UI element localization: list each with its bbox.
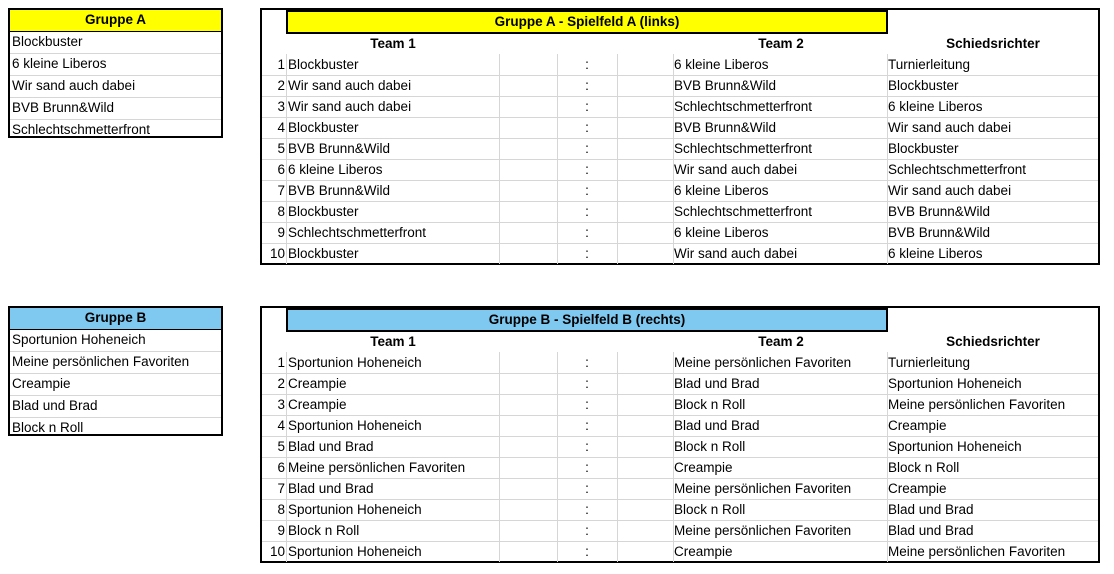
group-a-list: [8, 8, 223, 138]
score-separator[interactable]: :: [585, 225, 589, 240]
score1-cell[interactable]: [500, 117, 556, 138]
score1-cell[interactable]: [500, 159, 556, 180]
referee-cell[interactable]: 6 kleine Liberos: [888, 99, 983, 114]
match-number[interactable]: 4: [277, 120, 285, 135]
score-separator[interactable]: :: [585, 57, 589, 72]
match-number[interactable]: 7: [277, 481, 285, 496]
schedule-b: [260, 306, 1100, 563]
referee-cell[interactable]: Blad und Brad: [888, 502, 974, 517]
score2-cell[interactable]: [618, 415, 672, 436]
team1-cell[interactable]: Sportunion Hoheneich: [288, 355, 422, 370]
team2-cell[interactable]: Wir sand auch dabei: [674, 246, 798, 261]
header-team1[interactable]: Team 1: [370, 36, 416, 51]
match-row: [262, 180, 1098, 202]
team2-cell[interactable]: Meine persönlichen Favoriten: [674, 481, 852, 496]
team2-cell[interactable]: Meine persönlichen Favoriten: [674, 523, 852, 538]
score2-cell[interactable]: [618, 394, 672, 415]
team1-cell[interactable]: Sportunion Hoheneich: [288, 418, 422, 433]
group-a-team[interactable]: BVB Brunn&Wild: [10, 98, 221, 120]
team2-cell[interactable]: Block n Roll: [674, 439, 746, 454]
team1-cell[interactable]: BVB Brunn&Wild: [288, 141, 391, 156]
schedule-b-title[interactable]: Gruppe B - Spielfeld B (rechts): [286, 308, 888, 332]
team1-cell[interactable]: Sportunion Hoheneich: [288, 544, 422, 559]
team1-cell[interactable]: BVB Brunn&Wild: [288, 183, 391, 198]
team1-cell[interactable]: Sportunion Hoheneich: [288, 502, 422, 517]
group-b-team[interactable]: Blad und Brad: [10, 396, 221, 418]
match-row: [262, 436, 1098, 458]
score2-cell[interactable]: [618, 541, 672, 562]
match-row: [262, 201, 1098, 223]
score2-cell[interactable]: [618, 243, 672, 264]
match-row: [262, 96, 1098, 118]
match-row: [262, 373, 1098, 395]
team2-cell[interactable]: Wir sand auch dabei: [674, 162, 798, 177]
score2-cell[interactable]: [618, 222, 672, 243]
team1-cell[interactable]: Wir sand auch dabei: [288, 78, 412, 93]
referee-cell[interactable]: Turnierleitung: [888, 57, 971, 72]
group-b-list: [8, 306, 223, 436]
match-number[interactable]: 8: [277, 502, 285, 517]
match-row: [262, 117, 1098, 139]
team1-cell[interactable]: Blockbuster: [288, 120, 359, 135]
score1-cell[interactable]: [500, 96, 556, 117]
referee-cell[interactable]: 6 kleine Liberos: [888, 246, 983, 261]
team2-cell[interactable]: 6 kleine Liberos: [674, 57, 769, 72]
match-row: [262, 138, 1098, 160]
score-separator[interactable]: :: [585, 397, 589, 412]
match-number[interactable]: 5: [277, 439, 285, 454]
group-a-team[interactable]: Wir sand auch dabei: [10, 76, 221, 98]
match-row: [262, 159, 1098, 181]
match-row: [262, 352, 1098, 374]
header-referee[interactable]: Schiedsrichter: [946, 334, 1040, 349]
match-number[interactable]: 9: [277, 523, 285, 538]
score-separator[interactable]: :: [585, 439, 589, 454]
group-a-team[interactable]: 6 kleine Liberos: [10, 54, 221, 76]
score2-cell[interactable]: [618, 352, 672, 373]
match-number[interactable]: 4: [277, 418, 285, 433]
match-row: [262, 478, 1098, 500]
team1-cell[interactable]: Block n Roll: [288, 523, 360, 538]
referee-cell[interactable]: Turnierleitung: [888, 355, 971, 370]
group-a-team[interactable]: Blockbuster: [10, 32, 221, 54]
match-rows: [262, 352, 1098, 562]
referee-cell[interactable]: Blockbuster: [888, 141, 959, 156]
team2-cell[interactable]: Schlechtschmetterfront: [674, 141, 813, 156]
score-separator[interactable]: :: [585, 99, 589, 114]
score2-cell[interactable]: [618, 159, 672, 180]
team1-cell[interactable]: Blockbuster: [288, 57, 359, 72]
match-row: [262, 243, 1098, 264]
score1-cell[interactable]: [500, 373, 556, 394]
score1-cell[interactable]: [500, 222, 556, 243]
score1-cell[interactable]: [500, 75, 556, 96]
match-row: [262, 457, 1098, 479]
team1-cell[interactable]: 6 kleine Liberos: [288, 162, 383, 177]
group-b-team[interactable]: Sportunion Hoheneich: [10, 330, 221, 352]
team2-cell[interactable]: Creampie: [674, 460, 733, 475]
score1-cell[interactable]: [500, 520, 556, 541]
team1-cell[interactable]: Blad und Brad: [288, 439, 374, 454]
match-row: [262, 499, 1098, 521]
referee-cell[interactable]: Meine persönlichen Favoriten: [888, 544, 1066, 559]
match-number[interactable]: 10: [269, 544, 285, 559]
team2-cell[interactable]: 6 kleine Liberos: [674, 183, 769, 198]
score-separator[interactable]: :: [585, 204, 589, 219]
match-row: [262, 54, 1098, 76]
score1-cell[interactable]: [500, 180, 556, 201]
team2-cell[interactable]: Meine persönlichen Favoriten: [674, 355, 852, 370]
group-a-title[interactable]: Gruppe A: [10, 10, 221, 32]
score-separator[interactable]: :: [585, 376, 589, 391]
match-row: [262, 222, 1098, 244]
group-a-team[interactable]: Schlechtschmetterfront: [12, 122, 151, 137]
match-rows: [262, 54, 1098, 264]
score1-cell[interactable]: [500, 394, 556, 415]
match-number[interactable]: 1: [277, 57, 285, 72]
match-number[interactable]: 8: [277, 204, 285, 219]
score1-cell[interactable]: [500, 243, 556, 264]
score1-cell[interactable]: [500, 138, 556, 159]
match-row: [262, 75, 1098, 97]
score-separator[interactable]: :: [585, 120, 589, 135]
match-row: [262, 541, 1098, 562]
team2-cell[interactable]: Creampie: [674, 544, 733, 559]
score1-cell[interactable]: [500, 352, 556, 373]
score2-cell[interactable]: [618, 478, 672, 499]
match-number[interactable]: 9: [277, 225, 285, 240]
score1-cell[interactable]: [500, 541, 556, 562]
score-separator[interactable]: :: [585, 502, 589, 517]
team2-cell[interactable]: BVB Brunn&Wild: [674, 78, 777, 93]
score2-cell[interactable]: [618, 373, 672, 394]
match-row: [262, 520, 1098, 542]
group-b-title[interactable]: Gruppe B: [10, 308, 221, 330]
referee-cell[interactable]: BVB Brunn&Wild: [888, 204, 991, 219]
score-separator[interactable]: :: [585, 418, 589, 433]
score-separator[interactable]: :: [585, 544, 589, 559]
group-b-team[interactable]: Meine persönlichen Favoriten: [10, 352, 221, 374]
match-number[interactable]: 2: [277, 78, 285, 93]
team1-cell[interactable]: Blad und Brad: [288, 481, 374, 496]
score2-cell[interactable]: [618, 138, 672, 159]
referee-cell[interactable]: Block n Roll: [888, 460, 960, 475]
referee-cell[interactable]: Sportunion Hoheneich: [888, 439, 1022, 454]
score-separator[interactable]: :: [585, 78, 589, 93]
team1-cell[interactable]: Blockbuster: [288, 246, 359, 261]
score2-cell[interactable]: [618, 75, 672, 96]
score2-cell[interactable]: [618, 117, 672, 138]
match-number[interactable]: 3: [277, 397, 285, 412]
match-number[interactable]: 1: [277, 355, 285, 370]
score1-cell[interactable]: [500, 54, 556, 75]
team1-cell[interactable]: Creampie: [288, 376, 347, 391]
referee-cell[interactable]: Wir sand auch dabei: [888, 183, 1012, 198]
match-row: [262, 394, 1098, 416]
schedule-a-title[interactable]: Gruppe A - Spielfeld A (links): [286, 10, 888, 34]
referee-cell[interactable]: Sportunion Hoheneich: [888, 376, 1022, 391]
team2-cell[interactable]: Block n Roll: [674, 502, 746, 517]
team1-cell[interactable]: Meine persönlichen Favoriten: [288, 460, 466, 475]
score2-cell[interactable]: [618, 436, 672, 457]
score-separator[interactable]: :: [585, 481, 589, 496]
team2-cell[interactable]: Schlechtschmetterfront: [674, 99, 813, 114]
referee-cell[interactable]: Wir sand auch dabei: [888, 120, 1012, 135]
score2-cell[interactable]: [618, 457, 672, 478]
score2-cell[interactable]: [618, 201, 672, 222]
score2-cell[interactable]: [618, 499, 672, 520]
team2-cell[interactable]: Blad und Brad: [674, 418, 760, 433]
referee-cell[interactable]: Creampie: [888, 481, 947, 496]
score-separator[interactable]: :: [585, 523, 589, 538]
header-team2[interactable]: Team 2: [758, 334, 804, 349]
referee-cell[interactable]: Blockbuster: [888, 78, 959, 93]
match-number[interactable]: 7: [277, 183, 285, 198]
match-number[interactable]: 5: [277, 141, 285, 156]
score1-cell[interactable]: [500, 499, 556, 520]
score-separator[interactable]: :: [585, 355, 589, 370]
score1-cell[interactable]: [500, 478, 556, 499]
score2-cell[interactable]: [618, 520, 672, 541]
team1-cell[interactable]: Creampie: [288, 397, 347, 412]
referee-cell[interactable]: Schlechtschmetterfront: [888, 162, 1027, 177]
referee-cell[interactable]: Blad und Brad: [888, 523, 974, 538]
match-number[interactable]: 6: [277, 460, 285, 475]
team2-cell[interactable]: Schlechtschmetterfront: [674, 204, 813, 219]
match-row: [262, 415, 1098, 437]
match-number[interactable]: 3: [277, 99, 285, 114]
score1-cell[interactable]: [500, 457, 556, 478]
score-separator[interactable]: :: [585, 183, 589, 198]
team2-cell[interactable]: Blad und Brad: [674, 376, 760, 391]
referee-cell[interactable]: Meine persönlichen Favoriten: [888, 397, 1066, 412]
referee-cell[interactable]: BVB Brunn&Wild: [888, 225, 991, 240]
score-separator[interactable]: :: [585, 162, 589, 177]
score-separator[interactable]: :: [585, 460, 589, 475]
score1-cell[interactable]: [500, 415, 556, 436]
header-referee[interactable]: Schiedsrichter: [946, 36, 1040, 51]
score2-cell[interactable]: [618, 96, 672, 117]
match-number[interactable]: 6: [277, 162, 285, 177]
score2-cell[interactable]: [618, 54, 672, 75]
team1-cell[interactable]: Schlechtschmetterfront: [288, 225, 427, 240]
team1-cell[interactable]: Blockbuster: [288, 204, 359, 219]
match-number[interactable]: 2: [277, 376, 285, 391]
score-separator[interactable]: :: [585, 246, 589, 261]
referee-cell[interactable]: Creampie: [888, 418, 947, 433]
header-team1[interactable]: Team 1: [370, 334, 416, 349]
score1-cell[interactable]: [500, 201, 556, 222]
schedule-a: [260, 8, 1100, 265]
team2-cell[interactable]: 6 kleine Liberos: [674, 225, 769, 240]
team2-cell[interactable]: Block n Roll: [674, 397, 746, 412]
group-b-team[interactable]: Block n Roll: [12, 420, 84, 435]
score2-cell[interactable]: [618, 180, 672, 201]
score-separator[interactable]: :: [585, 141, 589, 156]
team2-cell[interactable]: BVB Brunn&Wild: [674, 120, 777, 135]
score1-cell[interactable]: [500, 436, 556, 457]
group-b-team[interactable]: Creampie: [10, 374, 221, 396]
team1-cell[interactable]: Wir sand auch dabei: [288, 99, 412, 114]
match-number[interactable]: 10: [269, 246, 285, 261]
header-team2[interactable]: Team 2: [758, 36, 804, 51]
